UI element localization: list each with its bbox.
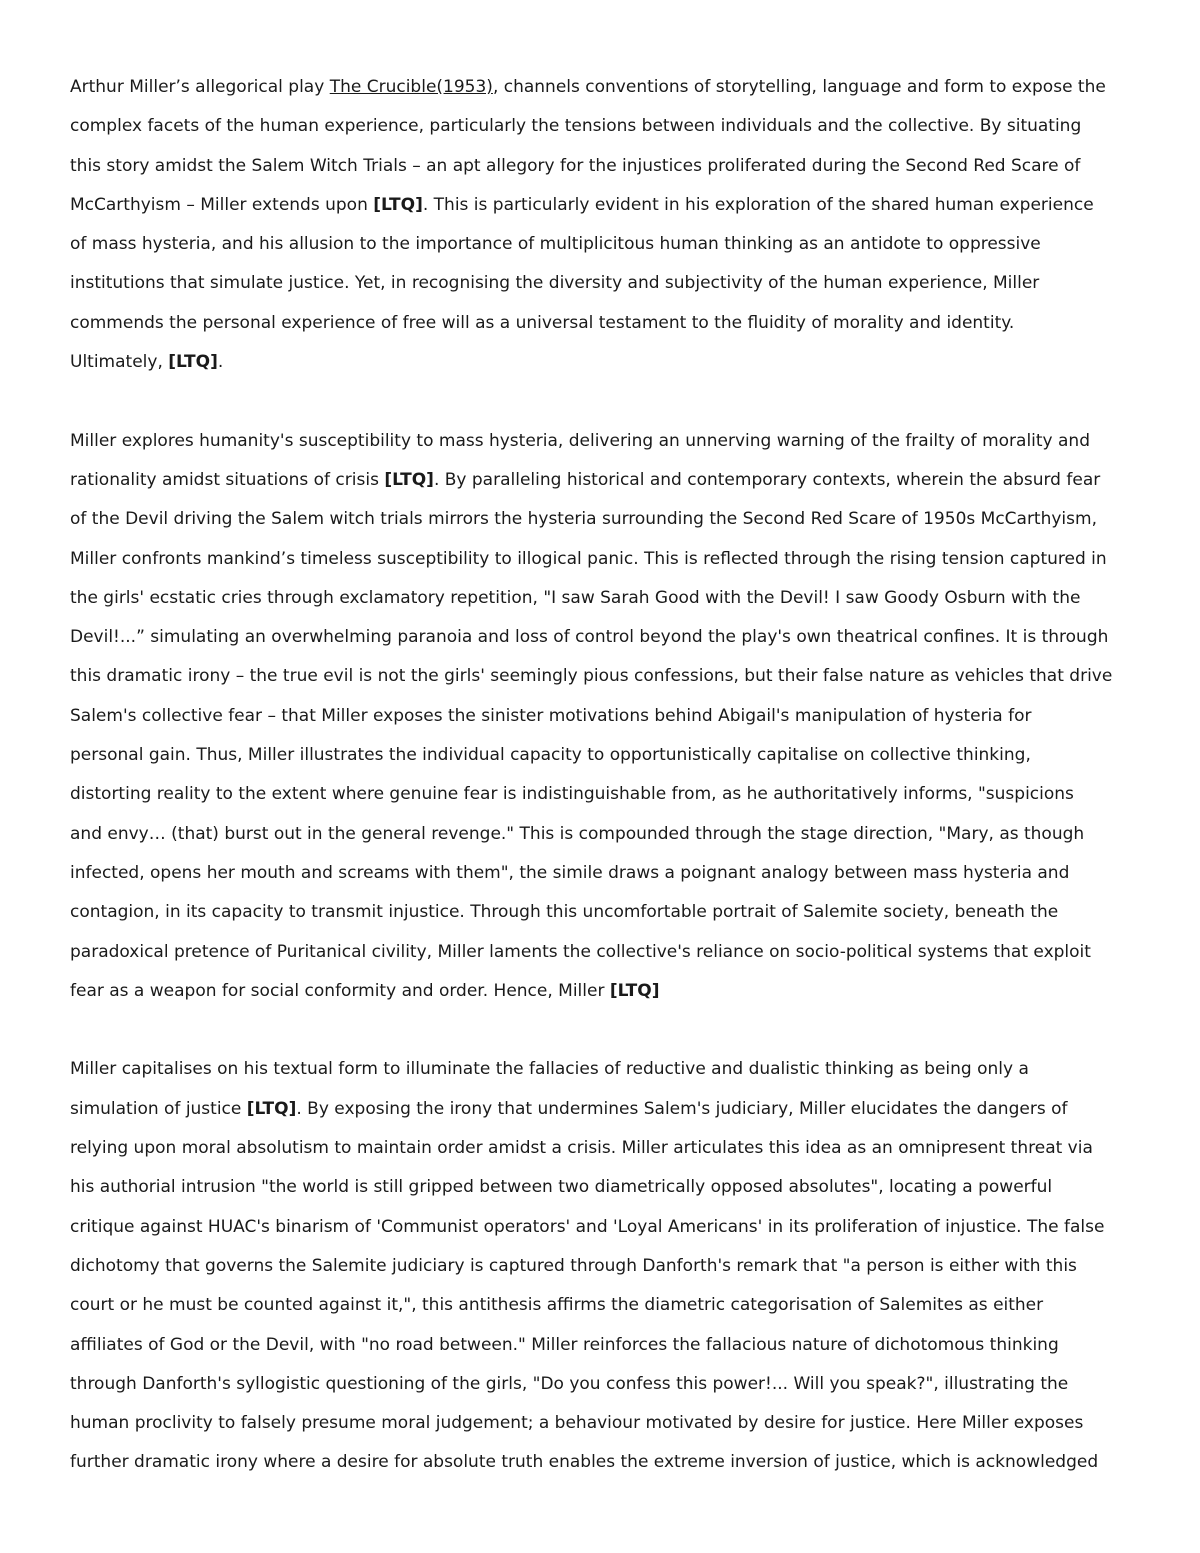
text-run: paradoxical pretence of Puritanical civility, Miller laments the collective's reliance on socio-political systems that exploit xyxy=(70,941,1091,962)
text-run: commends the personal experience of free will as a universal testament to the fluidity of morality and identity. xyxy=(70,312,1015,333)
text-run: this story amidst the Salem Witch Trials – an apt allegory for the injustices proliferated during the Second Red Scare of xyxy=(70,155,1081,176)
text-line xyxy=(70,264,1130,303)
text-line xyxy=(70,657,1130,696)
text-line xyxy=(70,893,1130,932)
text-line xyxy=(70,500,1130,539)
text-run: Arthur Miller’s allegorical play xyxy=(70,77,330,97)
text-run: . xyxy=(217,352,224,373)
text-run: , channels conventions of storytelling, language and form to expose the xyxy=(492,77,1106,97)
text-line xyxy=(70,775,1130,814)
text-run: his authorial intrusion "the world is still gripped between two diametrically opposed absolutes", locating a powerful xyxy=(70,1177,1053,1198)
text-line xyxy=(70,343,1130,382)
text-run: the girls' ecstatic cries through exclamatory repetition, "I saw Sarah Good with the Devil! I saw Goody Osburn with the xyxy=(70,587,1081,608)
text-run: further dramatic irony where a desire for absolute truth enables the extreme inversion of justice, which is acknowledged xyxy=(70,1452,1099,1473)
text-run: critique against HUAC's binarism of 'Communist operators' and 'Loyal Americans' in its proliferation of injustice. The false xyxy=(70,1216,1105,1237)
text-run: fear as a weapon for social conformity and order. Hence, Miller xyxy=(70,980,610,1001)
text-run: . This is particularly evident in his exploration of the shared human experience xyxy=(422,194,1094,215)
text-run: . By paralleling historical and contemporary contexts, wherein the absurd fear xyxy=(433,469,1101,490)
text-line xyxy=(70,1208,1130,1247)
text-line xyxy=(70,815,1130,854)
paragraph xyxy=(70,68,1130,382)
text-line xyxy=(70,1050,1130,1089)
text-run: distorting reality to the extent where genuine fear is indistinguishable from, as he authoritatively informs, "suspicions xyxy=(70,784,1074,805)
text-run: McCarthyism – Miller extends upon xyxy=(70,194,374,215)
text-run: of mass hysteria, and his allusion to the importance of multiplicitous human thinking as an antidote to oppressive xyxy=(70,234,1041,255)
text-run: . By exposing the irony that undermines Salem's judiciary, Miller elucidates the dangers of xyxy=(296,1098,1068,1119)
text-run: human proclivity to falsely presume moral judgement; a behaviour motivated by desire for justice. Here Miller exposes xyxy=(70,1413,1084,1434)
text-line xyxy=(70,540,1130,579)
text-run: of the Devil driving the Salem witch trials mirrors the hysteria surrounding the Second Red Scare of 1950s McCarthyism, xyxy=(70,509,1097,530)
text-run: court or he must be counted against it,", this antithesis affirms the diametric categorisation of Salemites as either xyxy=(70,1295,1044,1316)
text-line xyxy=(70,186,1130,225)
text-run: personal gain. Thus, Miller illustrates the individual capacity to opportunistically capitalise on collective thinking, xyxy=(70,745,1031,766)
text-run: contagion, in its capacity to transmit injustice. Through this uncomfortable portrait of Salemite society, beneath the xyxy=(70,902,1059,923)
text-line xyxy=(70,1365,1130,1404)
text-run: rationality amidst situations of crisis xyxy=(70,469,385,490)
document-body xyxy=(70,68,1130,1483)
ltq-placeholder: [LTQ] xyxy=(246,1098,297,1119)
text-run: affiliates of God or the Devil, with "no road between." Miller reinforces the fallacious nature of dichotomous thinking xyxy=(70,1334,1059,1355)
text-line xyxy=(70,1090,1130,1129)
text-run: this dramatic irony – the true evil is not the girls' seemingly pious confessions, but their false nature as vehicles that drive xyxy=(70,666,1113,687)
text-run: Miller capitalises on his textual form to illuminate the fallacies of reductive and dualistic thinking as being only a xyxy=(70,1059,1029,1080)
text-run: Devil!...” simulating an overwhelming paranoia and loss of control beyond the play's own theatrical confines. It is through xyxy=(70,627,1109,648)
text-line xyxy=(70,422,1130,461)
text-line xyxy=(70,225,1130,264)
ltq-placeholder: [LTQ] xyxy=(373,194,423,215)
text-line xyxy=(70,697,1130,736)
paragraph xyxy=(70,422,1130,1011)
text-line xyxy=(70,1129,1130,1168)
text-run: dichotomy that governs the Salemite judiciary is captured through Danforth's remark that "a person is either with this xyxy=(70,1255,1077,1276)
text-line xyxy=(70,147,1130,186)
paragraph-spacer xyxy=(70,1011,1130,1050)
underlined-title: The Crucible(1953) xyxy=(329,77,493,97)
text-line xyxy=(70,1247,1130,1286)
text-run: and envy… (that) burst out in the general revenge." This is compounded through the stage direction, "Mary, as though xyxy=(70,823,1085,844)
text-run: through Danforth's syllogistic questioning of the girls, "Do you confess this power!... Will you speak?", illustrating the xyxy=(70,1373,1069,1394)
text-line xyxy=(70,1443,1130,1482)
text-line xyxy=(70,579,1130,618)
text-run: Salem's collective fear – that Miller exposes the sinister motivations behind Abigail's manipulation of hysteria for xyxy=(70,705,1032,726)
text-line xyxy=(70,736,1130,775)
ltq-placeholder: [LTQ] xyxy=(168,352,218,373)
text-line xyxy=(70,107,1130,146)
paragraph xyxy=(70,1050,1130,1482)
text-line xyxy=(70,304,1130,343)
paragraph-spacer xyxy=(70,382,1130,421)
text-run: Ultimately, xyxy=(70,352,169,373)
text-run: institutions that simulate justice. Yet, in recognising the diversity and subjectivity of the human experience, Miller xyxy=(70,273,1040,294)
text-line xyxy=(70,1286,1130,1325)
text-line xyxy=(70,461,1130,500)
text-line xyxy=(70,854,1130,893)
text-line xyxy=(70,972,1130,1011)
text-run: Miller explores humanity's susceptibility to mass hysteria, delivering an unnerving warning of the frailty of morality and xyxy=(70,430,1090,451)
ltq-placeholder: [LTQ] xyxy=(384,469,434,490)
text-run: Miller confronts mankind’s timeless susceptibility to illogical panic. This is reflected through the rising tension captured in xyxy=(70,548,1107,569)
text-line xyxy=(70,68,1130,107)
text-line xyxy=(70,1404,1130,1443)
text-line xyxy=(70,618,1130,657)
ltq-placeholder: [LTQ] xyxy=(609,980,660,1001)
text-line xyxy=(70,933,1130,972)
text-line xyxy=(70,1168,1130,1207)
text-run: relying upon moral absolutism to maintain order amidst a crisis. Miller articulates this idea as an omnipresent threat via xyxy=(70,1138,1093,1159)
text-run: simulation of justice xyxy=(70,1098,247,1119)
text-run: complex facets of the human experience, particularly the tensions between individuals and the collective. By situating xyxy=(70,116,1082,137)
text-line xyxy=(70,1326,1130,1365)
text-run: infected, opens her mouth and screams with them", the simile draws a poignant analogy between mass hysteria and xyxy=(70,862,1070,883)
